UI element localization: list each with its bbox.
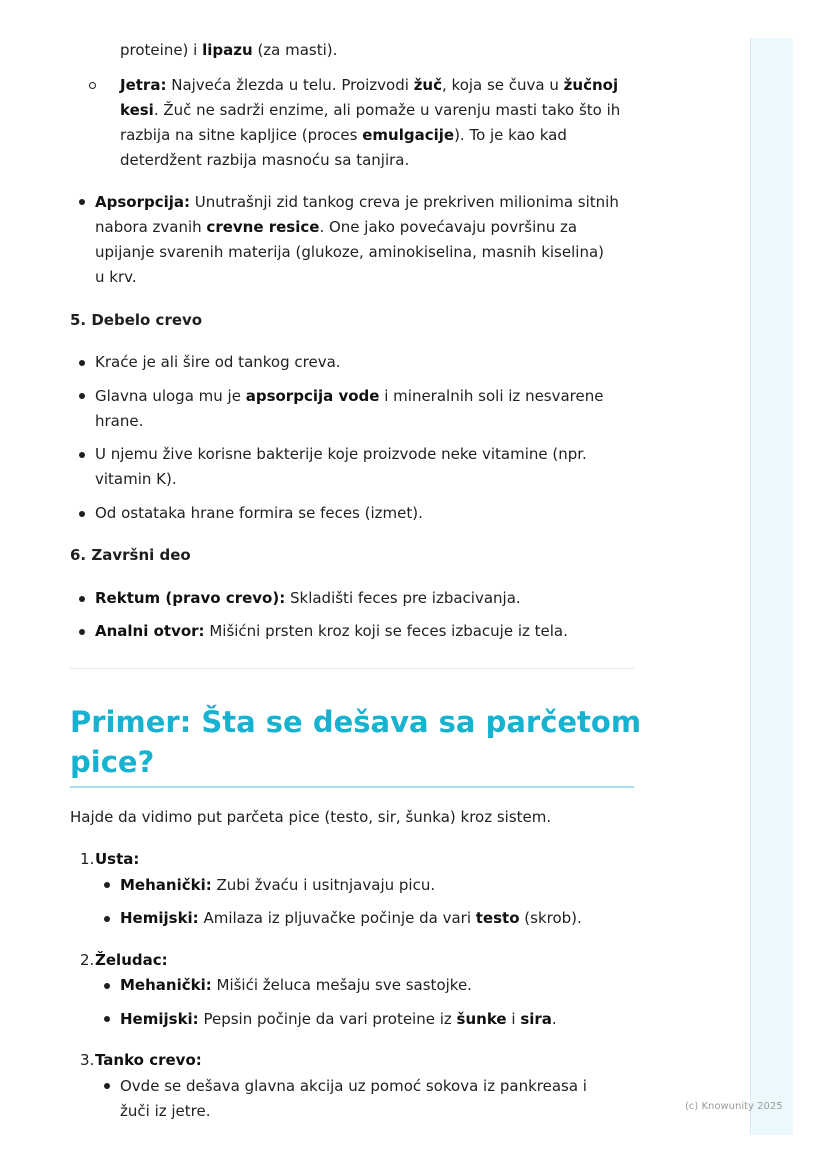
bullet-icon bbox=[104, 1016, 110, 1022]
step-number: 1. bbox=[80, 850, 95, 868]
debelo-bullet-1: Kraće je ali šire od tankog creva. bbox=[95, 353, 341, 371]
step-number: 2. bbox=[80, 951, 95, 969]
bullet-icon bbox=[79, 596, 85, 602]
zeludac-bullet-1: Mehanički: Mišići želuca mešaju sve sastojke. bbox=[120, 976, 472, 994]
jetra-line-1: Jetra: Najveća žlezda u telu. Proizvodi žuč, koja se čuva u žučnoj bbox=[120, 76, 619, 94]
apsorpcija-line-1: Apsorpcija: Unutrašnji zid tankog creva je prekriven milionima sitnih bbox=[95, 193, 619, 211]
title-underline bbox=[70, 786, 634, 788]
debelo-bullet-4: Od ostataka hrane formira se feces (izmet). bbox=[95, 504, 423, 522]
zeludac-bullet-2: Hemijski: Pepsin počinje da vari proteine iz šunke i sira. bbox=[120, 1010, 557, 1028]
bullet-icon bbox=[79, 452, 85, 458]
apsorpcija-line-3: upijanje svarenih materija (glukoze, aminokiselina, masnih kiselina) bbox=[95, 243, 604, 261]
hollow-bullet-icon bbox=[89, 82, 96, 89]
page-margin-panel bbox=[750, 38, 793, 1135]
step-label-usta: Usta: bbox=[95, 850, 140, 868]
copyright-footer: (c) Knowunity 2025 bbox=[685, 1101, 783, 1112]
jetra-line-3: razbija na sitne kapljice (proces emulgacije). To je kao kad bbox=[120, 126, 567, 144]
step-number: 3. bbox=[80, 1051, 95, 1069]
zavrsni-bullet-1: Rektum (pravo crevo): Skladišti feces pre izbacivanja. bbox=[95, 589, 521, 607]
jetra-line-2: kesi. Žuč ne sadrži enzime, ali pomaže u varenju masti tako što ih bbox=[120, 101, 621, 119]
bullet-icon bbox=[79, 629, 85, 635]
bullet-icon bbox=[104, 916, 110, 922]
section-divider bbox=[70, 668, 634, 669]
section-heading-zavrsni-deo: 6. Završni deo bbox=[70, 546, 191, 564]
usta-bullet-2: Hemijski: Amilaza iz pljuvačke počinje da vari testo (skrob). bbox=[120, 909, 582, 927]
apsorpcija-line-2: nabora zvanih crevne resice. One jako povećavaju površinu za bbox=[95, 218, 578, 236]
bullet-icon bbox=[104, 1083, 110, 1089]
debelo-bullet-2-line-1: Glavna uloga mu je apsorpcija vode i mineralnih soli iz nesvarene bbox=[95, 387, 604, 405]
apsorpcija-line-4: u krv. bbox=[95, 268, 137, 286]
pankreas-continuation: proteine) i lipazu (za masti). bbox=[120, 41, 338, 59]
debelo-bullet-2-line-2: hrane. bbox=[95, 412, 144, 430]
bullet-icon bbox=[79, 360, 85, 366]
zavrsni-bullet-2: Analni otvor: Mišićni prsten kroz koji se feces izbacuje iz tela. bbox=[95, 622, 568, 640]
bullet-icon bbox=[104, 983, 110, 989]
debelo-bullet-3-line-2: vitamin K). bbox=[95, 470, 177, 488]
usta-bullet-1: Mehanički: Zubi žvaću i usitnjavaju picu. bbox=[120, 876, 436, 894]
bullet-icon bbox=[79, 393, 85, 399]
section-heading-debelo-crevo: 5. Debelo crevo bbox=[70, 311, 203, 329]
jetra-line-4: deterdžent razbija masnoću sa tanjira. bbox=[120, 151, 410, 169]
primer-title-line-2: pice? bbox=[70, 745, 155, 779]
bullet-icon bbox=[79, 199, 85, 205]
bullet-icon bbox=[79, 511, 85, 517]
step-label-tanko-crevo: Tanko crevo: bbox=[95, 1051, 202, 1069]
primer-intro: Hajde da vidimo put parčeta pice (testo, sir, šunka) kroz sistem. bbox=[70, 808, 552, 826]
tanko-bullet-1-line-1: Ovde se dešava glavna akcija uz pomoć sokova iz pankreasa i bbox=[120, 1077, 587, 1095]
primer-title-line-1: Primer: Šta se dešava sa parčetom bbox=[70, 705, 642, 739]
bullet-icon bbox=[104, 882, 110, 888]
debelo-bullet-3-line-1: U njemu žive korisne bakterije koje proizvode neke vitamine (npr. bbox=[95, 445, 587, 463]
tanko-bullet-1-line-2: žuči iz jetre. bbox=[120, 1102, 211, 1120]
step-label-zeludac: Želudac: bbox=[95, 951, 168, 969]
